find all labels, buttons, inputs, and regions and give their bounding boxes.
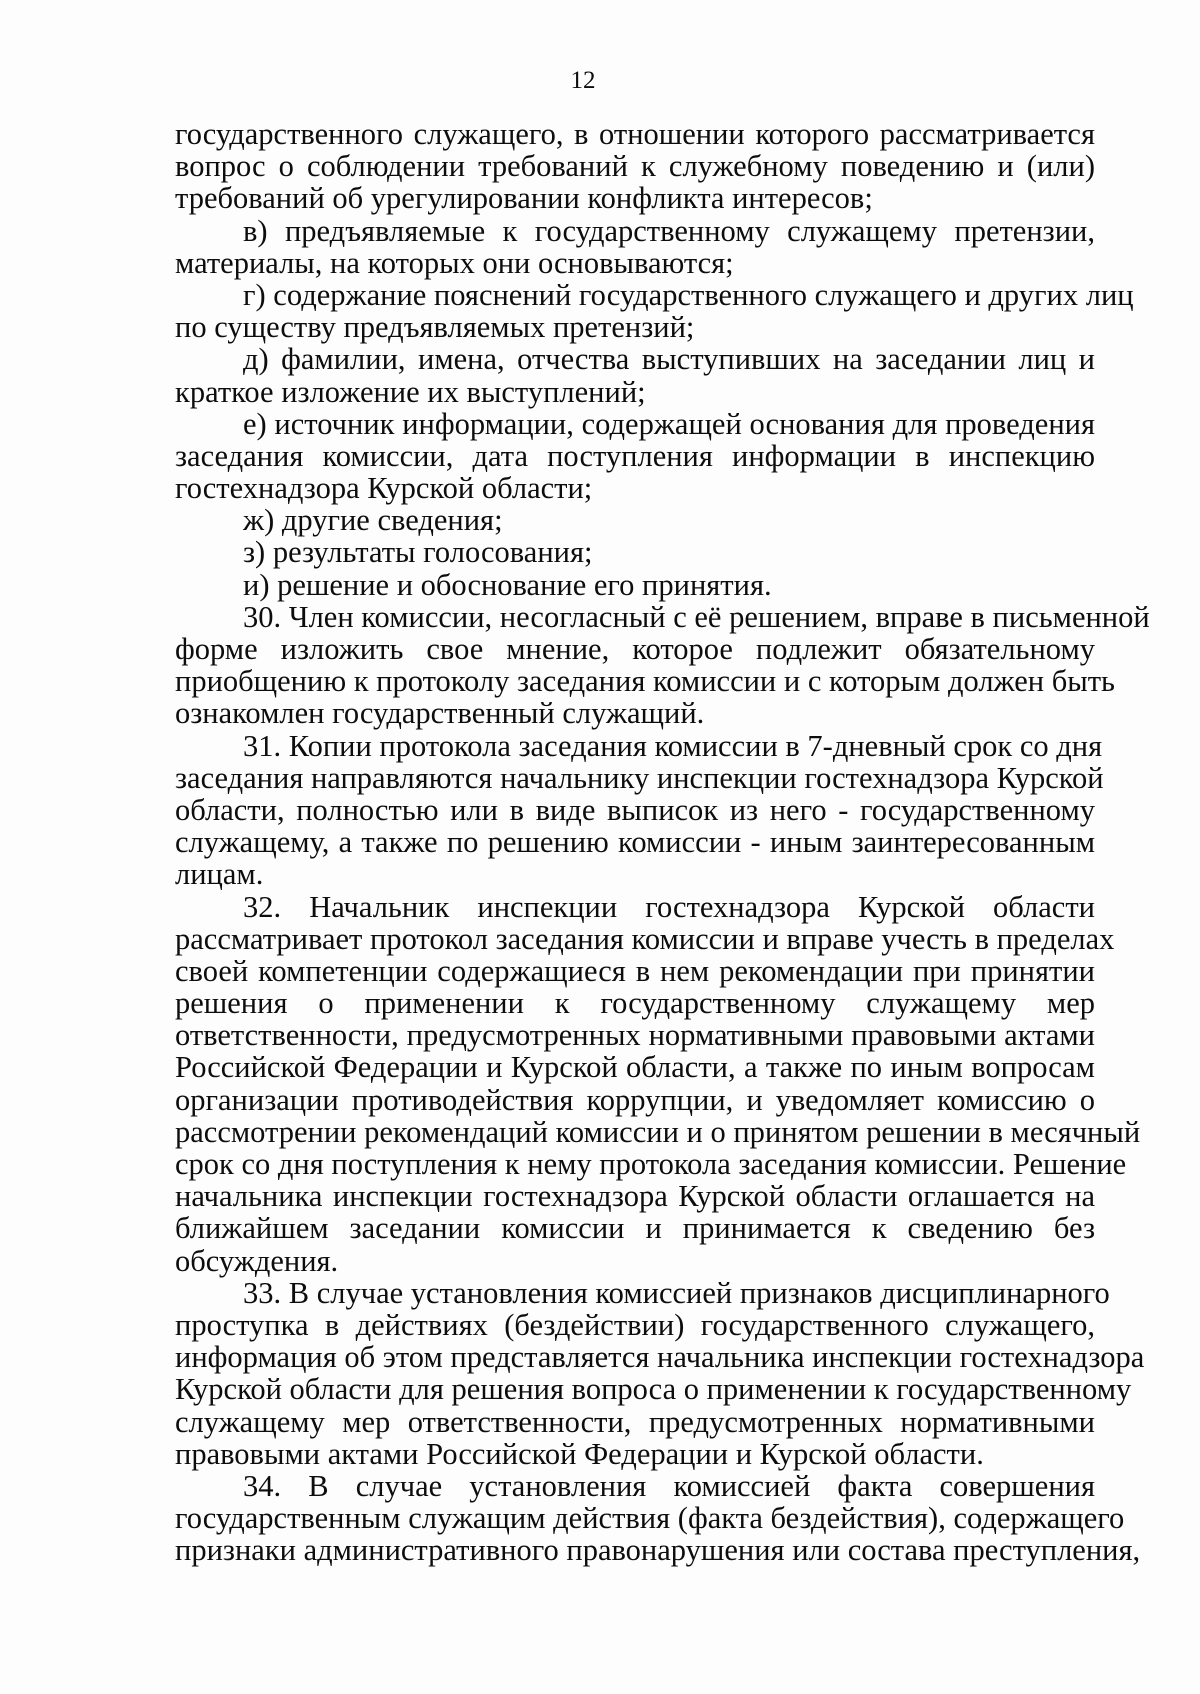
paragraph — [175, 504, 1095, 536]
paragraph — [175, 1468, 1141, 1568]
paragraph — [175, 215, 1095, 279]
text-line: государственным служащим действия (факта бездействия), содержащего — [175, 1501, 1125, 1536]
text-line: в) предъявляемые к государственному служащему претензии, — [243, 213, 1095, 248]
text-line: признаки административного правонарушения или состава преступления, — [175, 1533, 1141, 1568]
text-line: государственного служащего, в отношении которого рассматривается — [175, 117, 1095, 151]
text-line: обсуждения. — [175, 1243, 339, 1278]
text-line: Российской Федерации и Курской области, а также по иным вопросам — [175, 1050, 1095, 1085]
text-line: 32. Начальник инспекции гостехнадзора Курской области — [243, 889, 1095, 924]
text-line: своей компетенции содержащиеся в нем рекомендации при принятии — [175, 953, 1095, 988]
paragraph — [175, 728, 1104, 892]
text-line: рассматривает протокол заседания комиссии и вправе учесть в пределах — [175, 921, 1115, 956]
text-line: 30. Член комиссии, несогласный с её решением, вправе в письменной — [243, 599, 1150, 634]
text-line: по существу предъявляемых претензий; — [175, 310, 695, 345]
page-number: 12 — [570, 67, 596, 94]
paragraph — [175, 408, 1095, 505]
paragraph — [175, 343, 1095, 407]
text-line: вопрос о соблюдении требований к служебному поведению и (или) — [175, 149, 1095, 184]
text-line: ответственности, предусмотренных нормативными правовыми актами — [175, 1018, 1095, 1053]
text-line: решения о применении к государственному служащему мер — [175, 986, 1095, 1021]
text-line: приобщению к протоколу заседания комиссии и с которым должен быть — [175, 664, 1115, 699]
text-line: 33. В случае установления комиссией признаков дисциплинарного — [243, 1275, 1110, 1310]
text-line: правовыми актами Российской Федерации и Курской области. — [175, 1436, 984, 1471]
document-body — [175, 117, 1150, 1568]
paragraph — [175, 536, 1095, 568]
text-line: краткое изложение их выступлений; — [175, 374, 646, 409]
text-line: 34. В случае установления комиссией факта совершения — [243, 1468, 1095, 1503]
text-line: требований об урегулировании конфликта интересов; — [175, 181, 873, 216]
text-line: ближайшем заседании комиссии и принимается к сведению без — [175, 1211, 1095, 1246]
text-line: заседания направляются начальнику инспекции гостехнадзора Курской — [175, 760, 1104, 795]
text-line: г) содержание пояснений государственного служащего и других лиц — [243, 277, 1134, 312]
text-line: начальника инспекции гостехнадзора Курской области оглашается на — [175, 1179, 1095, 1214]
text-line: форме изложить свое мнение, которое подлежит обязательному — [175, 632, 1095, 666]
text-line: информация об этом представляется начальника инспекции гостехнадзора — [175, 1340, 1145, 1375]
text-line: з) результаты голосования; — [243, 535, 593, 570]
text-line: гостехнадзора Курской области; — [175, 471, 593, 506]
text-line: 31. Копии протокола заседания комиссии в 7-дневный срок со дня — [243, 728, 1103, 763]
paragraph — [175, 277, 1134, 345]
text-line: заседания комиссии, дата поступления информации в инспекцию — [175, 438, 1095, 473]
paragraph — [175, 569, 1095, 601]
text-line: рассмотрении рекомендаций комиссии и о принятом решении в месячный — [175, 1114, 1141, 1149]
text-line: служащему мер ответственности, предусмотренных нормативными — [175, 1404, 1095, 1439]
text-line: е) источник информации, содержащей основания для проведения — [243, 406, 1095, 441]
text-line: срок со дня поступления к нему протокола заседания комиссии. Решение — [175, 1147, 1127, 1181]
text-line: и) решение и обоснование его принятия. — [243, 567, 772, 602]
text-line: области, полностью или в виде выписок из него - государственному — [175, 792, 1095, 827]
text-line: проступка в действиях (бездействии) государственного служащего, — [175, 1307, 1095, 1342]
paragraph — [175, 118, 1095, 215]
paragraph — [175, 1275, 1145, 1471]
text-line: лицам. — [175, 857, 264, 892]
text-line: ж) другие сведения; — [243, 503, 503, 538]
text-line: организации противодействия коррупции, и уведомляет комиссию о — [175, 1082, 1095, 1117]
text-line: д) фамилии, имена, отчества выступивших на заседании лиц и — [243, 342, 1095, 377]
paragraph — [175, 889, 1141, 1278]
text-line: Курской области для решения вопроса о применении к государственному — [175, 1372, 1132, 1407]
paragraph — [175, 599, 1150, 731]
text-line: служащему, а также по решению комиссии - иным заинтересованным — [175, 825, 1095, 860]
text-line: ознакомлен государственный служащий. — [175, 696, 705, 731]
text-line: материалы, на которых они основываются; — [175, 245, 734, 280]
